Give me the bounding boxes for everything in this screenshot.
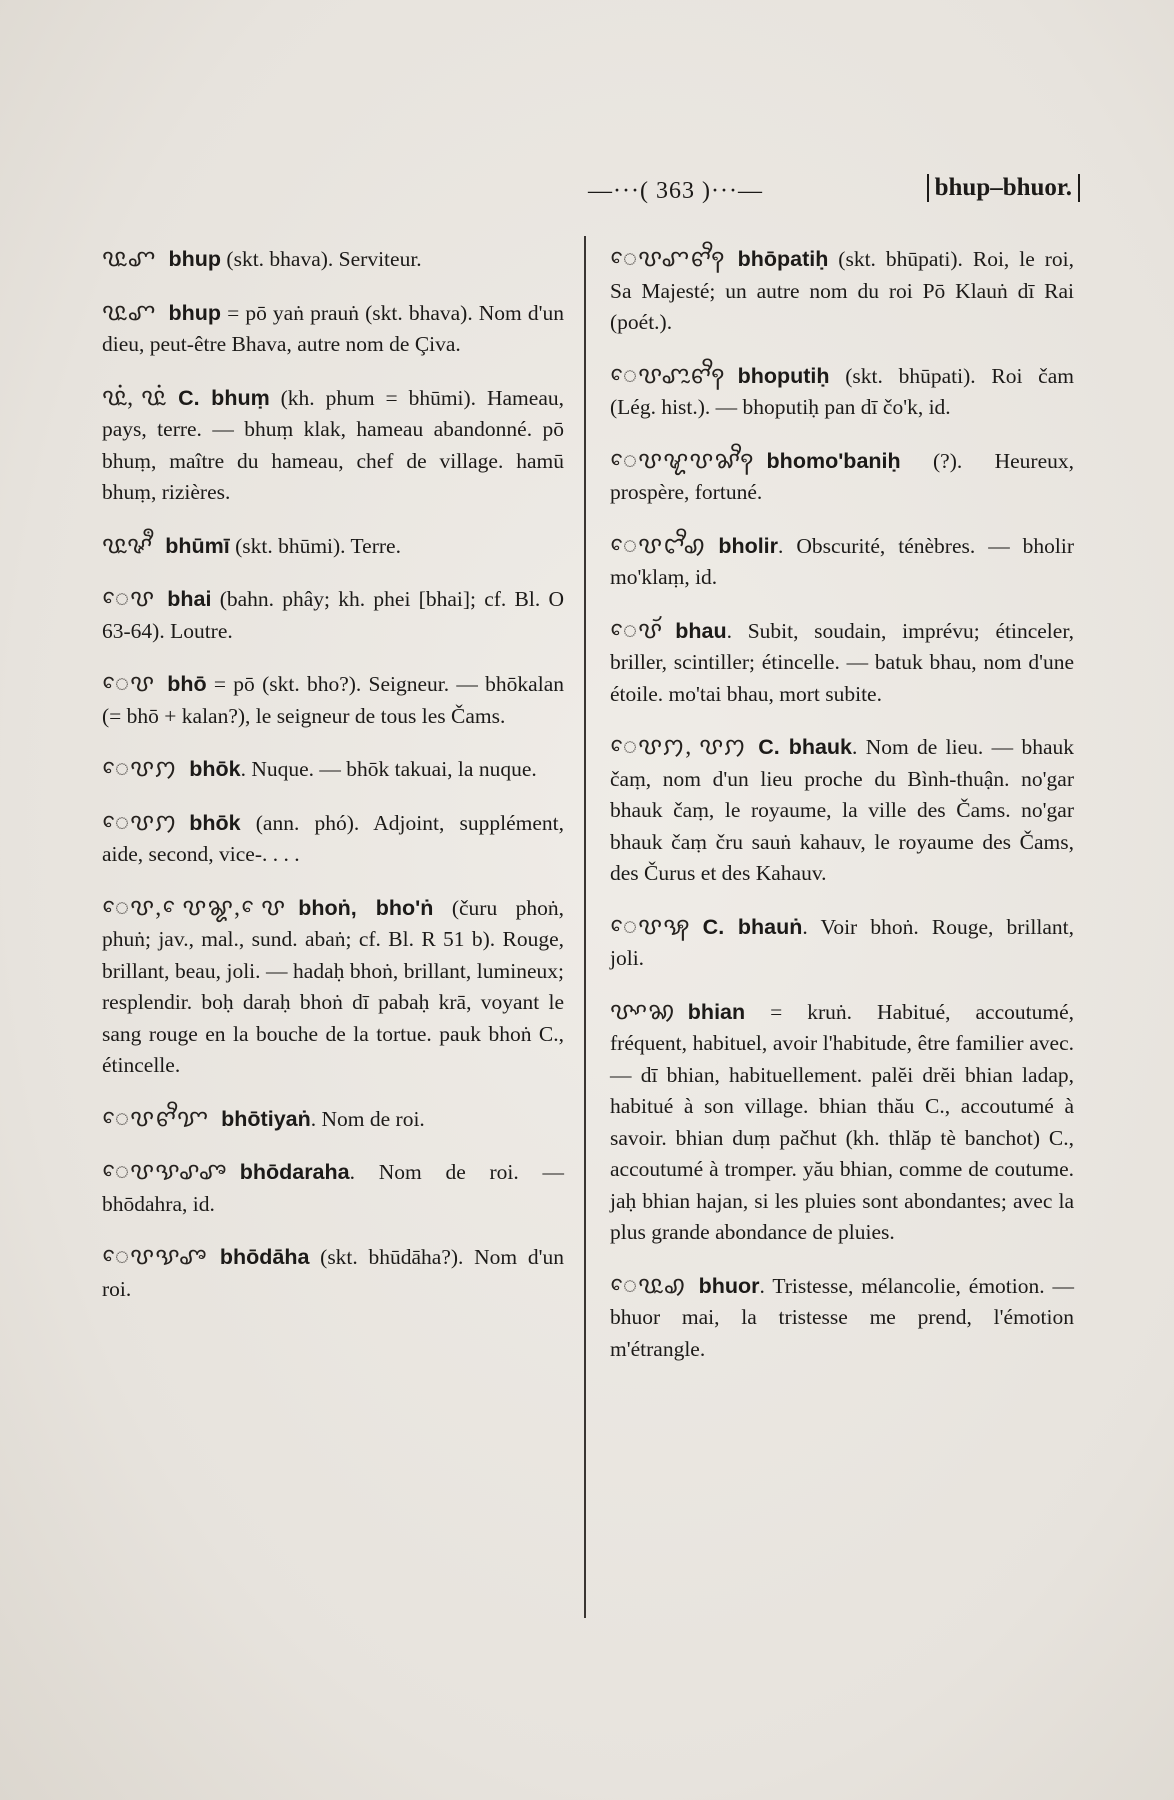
headword: bhō [167, 672, 207, 696]
dictionary-entry [610, 732, 1074, 890]
dictionary-entry [610, 361, 1074, 424]
dictionary-entry [610, 616, 1074, 711]
definition: = pō yaṅ prauṅ (skt. bhava). Nom d'un dieu, peut-être Bhava, autre nom de Çiva. [102, 300, 564, 356]
cham-script-glyph: ꨝꨭꨟꨫ [102, 532, 154, 559]
definition: . Nom de lieu. — bhauk čaṃ, nom d'un lieu proche du Bình-thuận. no'gar bhauk čaṃ, le royaume, la ville des Čams. no'gar bhauk čaṃ čru sauṅ kahauv, le royaume des Čams, des Čurus et des Kahauv. [610, 735, 1074, 885]
definition: . Tristesse, mélancolie, émotion. — bhuor mai, la tristesse me prend, l'émotion m'étrangle. [610, 1273, 1074, 1361]
cham-script-glyph: ꨯꨝꩂ [610, 913, 691, 940]
headword: bhup [168, 247, 222, 271]
column-divider [584, 236, 586, 1618]
dictionary-entry [102, 244, 564, 276]
headword: bhōpatiḥ [737, 247, 829, 271]
cham-script-glyph: ꨝꨭꩌ, ꨝꨭꩌ [102, 384, 167, 411]
dictionary-entry [610, 1271, 1074, 1366]
cham-script-glyph: ꨯꨝꨮ [610, 617, 664, 644]
dictionary-entry [102, 808, 564, 871]
dictionary-entry [610, 997, 1074, 1249]
cham-script-glyph: ꨝꨭꨚ [102, 299, 157, 326]
cham-script-glyph: ꨯꨝ [102, 671, 156, 697]
cham-script-glyph: ꨯꨝꨭꩉ [610, 1272, 687, 1299]
definition: . Subit, soudain, imprévu; étinceler, briller, scintiller; étincelle. — batuk bhau, nom d'une étoile. mo'tai bhau, mort subite. [610, 618, 1074, 706]
dictionary-entry [102, 383, 564, 509]
cham-script-glyph: ꨯꨝꨕꨨ [102, 1244, 208, 1270]
definition: = kruṅ. Habitué, accoutumé, fréquent, habituel, avoir l'habitude, être familier avec. — dī bhian, habituellement. palĕi drĕi bhian ladap, habitué à son village. bhian thău C., accoutumé à savoir. bhian duṃ pačhut (kh. thlăp tè banchot) C., accoutumé à tromper. yău bhian, comme de coutume. jaḥ bhian hajan, si les pluies sont abondantes; avec la plus grande abondance de pluies. [610, 999, 1074, 1244]
headword: bhuor [698, 1273, 760, 1298]
headword: bhau [675, 618, 727, 643]
cham-script-glyph: ꨯꨝꩀ [102, 809, 178, 836]
dictionary-entry [102, 669, 564, 732]
headword: bhomo'baniḥ [766, 448, 901, 473]
running-head: bhup–bhuor. [927, 174, 1080, 202]
dictionary-entry [102, 754, 564, 786]
definition: (skt. bhūpati). Roi čam (Lég. hist.). — bhoputiḥ pan dī čo'k, id. [610, 363, 1074, 419]
cham-script-glyph: ꨯꨝ [102, 586, 156, 612]
dictionary-entry [102, 531, 564, 563]
cham-script-glyph: ꨯꨝꩀ [102, 756, 178, 782]
definition: (kh. phum = bhūmi). Hameau, pays, terre. — bhuṃ klak, hameau abandonné. pō bhuṃ, maître du hameau, chef de village. hamū bhuṃ, rizières. [102, 385, 564, 504]
definition: . Obscurité, ténèbres. — bholir mo'klaṃ, id. [610, 533, 1074, 589]
definition: (skt. bhūpati). Roi, le roi, Sa Majesté; un autre nom du roi Pō Klauṅ dī Rai (poét.). [610, 247, 1074, 334]
cham-script-glyph: ꨯꨝꨠꨝꨗꨪꩍ [610, 447, 755, 474]
cham-script-glyph: ꨯꨝꩀ, ꨝꩀ [610, 734, 747, 760]
definition: . Nom de roi. — bhōdahra, id. [102, 1160, 564, 1216]
headword: bhūmī [165, 533, 230, 558]
headword: bhōk [189, 757, 241, 781]
headword: bhup [168, 300, 222, 325]
left-column [102, 244, 564, 1327]
cham-script-glyph: ꨯꨝ, ꨯꨝꨘ, ꨯꨝ [102, 894, 287, 921]
dictionary-entry [102, 1104, 564, 1136]
dictionary-entry [610, 531, 1074, 594]
cham-script-glyph: ꨯꨝꨚꨭꨓꨪꩍ [610, 362, 726, 389]
cham-script-glyph: ꨝꨭꨚ [102, 246, 157, 272]
dictionary-entry [610, 446, 1074, 509]
cham-script-glyph: ꨯꨝꨕꨣꨨ [102, 1159, 228, 1185]
headword: bhōdaraha [239, 1160, 350, 1184]
definition: = pō (skt. bho?). Seigneur. — bhōkalan (= bhō + kalan?), le seigneur de tous les Čams. [102, 672, 564, 728]
headword: C. bhauk [758, 735, 853, 759]
definition: . Voir bhoṅ. Rouge, brillant, joli. [610, 914, 1075, 970]
definition: . Nom de roi. [310, 1106, 425, 1131]
headword: bholir [718, 533, 779, 558]
page-number: —···( 363 )···— [588, 178, 763, 204]
definition: (čuru phoṅ, phuṅ; jav., mal., sund. abaṅ; cf. Bl. R 51 b). Rouge, brillant, beau, joli. — hadaḥ bhoṅ, brillant, lumineux; resplendir. boḥ daraḥ bhoṅ dī pabaḥ krā, voyant le sang rouge en la bouche de la tortue. pauk bhoṅ C., étincelle. [102, 895, 564, 1077]
definition: (skt. bhūdāha?). Nom d'un roi. [102, 1245, 564, 1301]
definition: (ann. phó). Adjoint, supplément, aide, second, vice-. . . . [102, 810, 564, 866]
headword: bhoputiḥ [737, 363, 830, 388]
definition: (skt. bhava). Serviteur. [221, 247, 422, 271]
right-column [610, 244, 1074, 1387]
headword: C. bhauṅ [702, 914, 803, 939]
headword: bhōtiyaṅ [221, 1106, 311, 1131]
cham-script-glyph: ꨝꨳꩆ [610, 998, 676, 1025]
cham-script-glyph: ꨯꨝꨚꨓꨪꩍ [610, 246, 726, 272]
headword: bhōk [189, 810, 241, 835]
cham-script-glyph: ꨯꨝꨓꨪꨢ [102, 1105, 210, 1132]
headword: bhoṅ, bho'ṅ [298, 895, 434, 920]
headword: bhai [167, 587, 212, 611]
definition: (?). Heureux, prospère, fortuné. [610, 448, 1074, 504]
definition: (skt. bhūmi). Terre. [229, 533, 401, 558]
dictionary-entry [610, 912, 1074, 975]
dictionary-entry [102, 584, 564, 647]
page-number-value: 363 [655, 178, 695, 204]
dictionary-entry [102, 893, 564, 1082]
headword: C. bhuṃ [178, 385, 270, 410]
dictionary-entry [102, 298, 564, 361]
page-header [100, 172, 1080, 212]
definition: (bahn. phây; kh. phei [bhai]; cf. Bl. O 63-64). Loutre. [102, 587, 564, 643]
headword: bhōdāha [219, 1245, 310, 1269]
definition: . Nuque. — bhōk takuai, la nuque. [240, 757, 537, 781]
cham-script-glyph: ꨯꨝꨤꨪꩉ [610, 532, 707, 559]
headword: bhian [687, 999, 746, 1024]
dictionary-entry [102, 1242, 564, 1305]
dictionary-entry [610, 244, 1074, 339]
dictionary-entry [102, 1157, 564, 1220]
